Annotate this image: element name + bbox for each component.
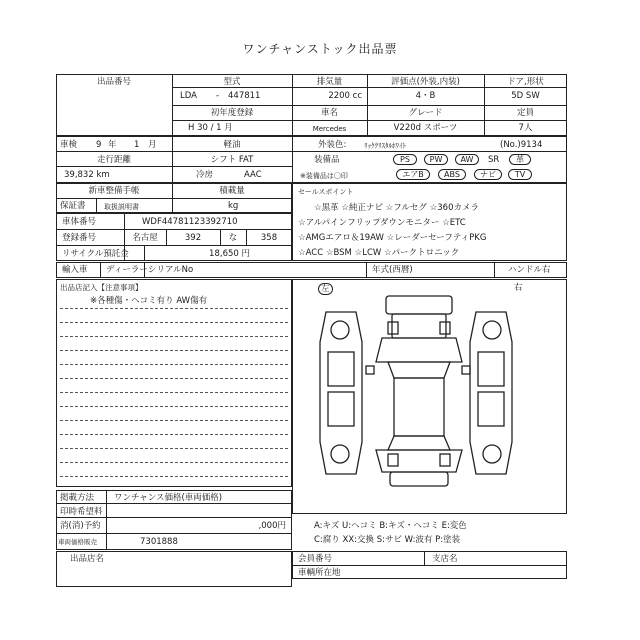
grade-label: グレード <box>408 108 443 118</box>
color-number: (No.)9134 <box>500 140 543 150</box>
shift-value: シフト FAT <box>210 155 254 165</box>
legend-row-2: C:腐り XX:交換 S:サビ W:波有 P:塗装 <box>314 535 461 545</box>
color-label: 外装色: <box>318 140 347 150</box>
color-value: ﾘｯｸｸﾘｽﾀﾙﾎﾜｲﾄ <box>364 142 406 150</box>
reg-kana: な <box>228 233 238 243</box>
load-unit: kg <box>228 201 239 211</box>
method-label: 掲載方法 <box>60 493 95 503</box>
ac-label: 冷房 <box>196 170 214 180</box>
location-label: 車輌所在地 <box>298 568 341 578</box>
equip-navi: ナビ <box>474 169 502 180</box>
vin-value: WDF44781123392710 <box>142 217 238 227</box>
make-label: 車名 <box>320 108 338 118</box>
notes-box <box>56 279 292 487</box>
new-car-label: 新車整備手帳 <box>88 186 140 196</box>
inspection-label: 車検 <box>60 140 78 150</box>
mileage-label: 走行距離 <box>96 155 131 165</box>
displacement-label: 排気量 <box>316 77 343 87</box>
model-code: 447811 <box>228 91 261 101</box>
displacement-value: 2200 cc <box>328 91 362 101</box>
load-label: 積載量 <box>219 186 245 196</box>
diagram-left-label: 左 <box>318 283 333 295</box>
sheet-title: ワンチャンストック出品票 <box>242 42 398 56</box>
recycle-label: リサイクル預託金 <box>62 249 129 259</box>
grade-score-value: 4・B <box>415 91 436 101</box>
inspection-month-unit: 月 <box>148 140 157 150</box>
import-label: 輸入車 <box>62 265 88 275</box>
equipment-note: ※装備品は〇印 <box>300 172 348 180</box>
car-diagram <box>296 282 536 504</box>
make-value: Mercedes <box>312 125 347 133</box>
inspection-year-unit: 年 <box>108 140 117 150</box>
door-value: 5D SW <box>511 91 540 101</box>
recycle-value: 18,650 円 <box>209 249 250 259</box>
import-steering: ハンドル右 <box>508 265 551 275</box>
fuel-value: 軽油 <box>223 140 241 150</box>
lot-label: 出品番号 <box>96 77 131 87</box>
sales-point-label: セールスポイント <box>298 188 354 196</box>
capacity-value: 7人 <box>518 123 533 133</box>
stamp-label: 印時希望料 <box>60 507 103 517</box>
sales-point-2: ☆アルパインフリップダウンモニター ☆ETC <box>298 218 466 228</box>
equip-pw: PW <box>424 154 448 165</box>
nego-label: 消(消)予約 <box>60 521 101 531</box>
first-reg-label: 初年度登録 <box>210 108 254 118</box>
inspection-month: 1 <box>134 140 140 150</box>
equip-airbag: エアB <box>396 169 430 180</box>
mileage-value: 39,832 km <box>64 170 110 180</box>
equip-leather: 革 <box>509 154 531 165</box>
import-year-type: 年式(西暦) <box>372 265 413 275</box>
ac-value: AAC <box>244 170 262 180</box>
reg-label: 登録番号 <box>62 233 97 243</box>
import-dealer: ディーラー <box>106 265 148 275</box>
sale-label: 車両価格販売 <box>58 538 97 546</box>
equip-tv: TV <box>508 169 532 180</box>
grade-value: V220d スポーツ <box>393 123 458 133</box>
branch-label: 支店名 <box>432 554 458 564</box>
diagram-right-label: 右 <box>514 283 523 293</box>
reg-class: 392 <box>184 233 202 243</box>
grade-score-label: 評価点(外装,内装) <box>391 77 460 87</box>
equip-aw: AW <box>455 154 479 165</box>
reg-area: 名古屋 <box>132 233 158 243</box>
import-serial: シリアルNo <box>148 265 194 275</box>
model-prefix: LDA <box>180 91 197 101</box>
member-label: 会員番号 <box>298 554 333 564</box>
first-reg-value: H 30 / 1 月 <box>188 123 233 133</box>
inspection-year: 9 <box>96 140 102 150</box>
method-value: ワンチャンス価格(車両価格) <box>114 493 223 503</box>
equip-ps: PS <box>393 154 417 165</box>
sales-point-3: ☆AMGエアロ＆19AW ☆レーダーセーフティPKG <box>298 233 487 243</box>
model-label: 型式 <box>223 77 241 87</box>
model-code-dash: - <box>216 91 220 101</box>
warranty-value: 取扱説明書 <box>104 203 139 211</box>
reg-number: 358 <box>260 233 278 243</box>
legend-row-1: A:キズ U:ヘコミ B:キズ・ヘコミ E:変色 <box>314 521 467 531</box>
sales-point-4: ☆ACC ☆BSM ☆LCW ☆パークトロニック <box>298 248 460 258</box>
sales-point-1: ☆黒革 ☆純正ナビ ☆フルセグ ☆360カメラ <box>314 203 479 213</box>
equip-abs: ABS <box>438 169 466 180</box>
door-label: ドア,形状 <box>507 77 544 87</box>
capacity-label: 定員 <box>516 108 534 118</box>
vin-label: 車体番号 <box>62 217 97 227</box>
sale-number: 7301888 <box>140 537 178 547</box>
pricing-amount: ,000円 <box>258 521 286 531</box>
notes-line-1: ※各種傷・ヘコミ有り AW傷有 <box>90 296 208 306</box>
notes-label: 出品店記入【注意事項】 <box>60 283 143 292</box>
equip-sr: SR <box>488 155 500 165</box>
warranty-label: 保証書 <box>60 201 86 211</box>
shop-label: 出品店名 <box>70 554 105 564</box>
equipment-label: 装備品 <box>314 155 340 165</box>
